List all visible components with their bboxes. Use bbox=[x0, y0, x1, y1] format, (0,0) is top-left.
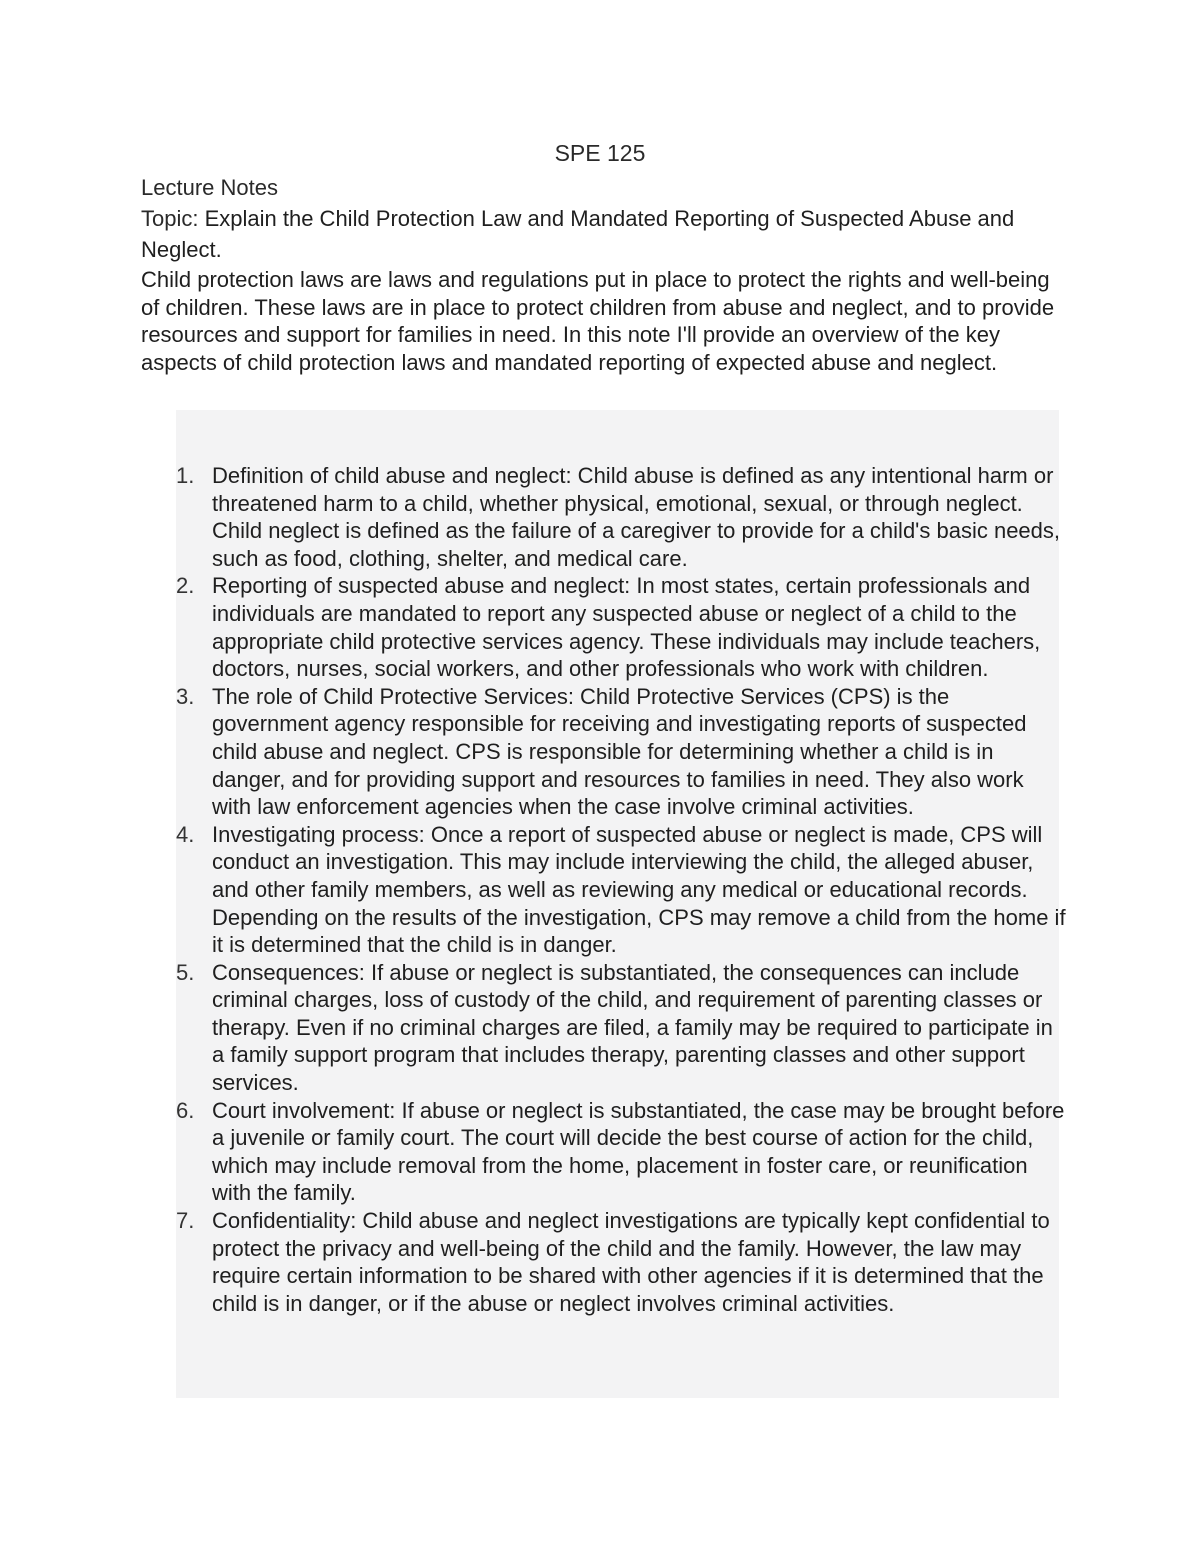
list-item-number: 2. bbox=[176, 573, 195, 599]
list-item-text: Investigating process: Once a report of suspected abuse or neglect is made, CPS will conduct an investigation. This may include interviewing the child, the alleged abuser, and other family members, as well as reviewing any medical or educational records. Depending on the results of the investigation, CPS may remove a child from the home if it is determined that the child is in danger. bbox=[212, 821, 1066, 958]
list-item-number: 4. bbox=[176, 821, 195, 847]
intro-paragraph: Child protection laws are laws and regulations put in place to protect the rights and well-being of children. These laws are in place to protect children from abuse and neglect, and to provide resources and support for families in need. In this note I'll provide an overview of the key aspects of child protection laws and mandated reporting of expected abuse and neglect. bbox=[141, 267, 1055, 375]
list-item-number: 7. bbox=[176, 1208, 195, 1234]
list-item-text: Consequences: If abuse or neglect is substantiated, the consequences can include criminal charges, loss of custody of the child, and requirement of parenting classes or therapy. Even if no criminal charges are filed, a family may be required to participate in a family support program that includes therapy, parenting classes and other support services. bbox=[212, 959, 1053, 1096]
topic-label: Topic: bbox=[141, 206, 205, 231]
topic-line bbox=[141, 203, 1061, 265]
list-item-text: Confidentiality: Child abuse and neglect investigations are typically kept confidential to protect the privacy and well-being of the child and the family. However, the law may require certain information to be shared with other agencies if it is determined that the child is in danger, or if the abuse or neglect involves criminal activities. bbox=[212, 1208, 1050, 1316]
list-item bbox=[176, 462, 1066, 572]
list-item-text: The role of Child Protective Services: Child Protective Services (CPS) is the government agency responsible for receiving and investigating reports of suspected child abuse and neglect. CPS is responsible for determining whether a child is in danger, and for providing support and resources to families in need. They also work with law enforcement agencies when the case involve criminal activities. bbox=[212, 683, 1027, 820]
list-item-text: Definition of child abuse and neglect: Child abuse is defined as any intentional harm or threatened harm to a child, whether physical, emotional, sexual, or through neglect. Child neglect is defined as the failure of a caregiver to provide for a child's basic needs, such as food, clothing, shelter, and medical care. bbox=[212, 463, 1061, 571]
list-item-number: 5. bbox=[176, 959, 195, 985]
list-item-text: Court involvement: If abuse or neglect is substantiated, the case may be brought before a juvenile or family court. The court will decide the best course of action for the child, which may include removal from the home, placement in foster care, or reunification with the family. bbox=[212, 1097, 1065, 1206]
key-aspects-list bbox=[176, 462, 1066, 1317]
list-item bbox=[176, 1097, 1066, 1207]
list-item-number: 6. bbox=[176, 1097, 195, 1123]
document-header: SPE 125 bbox=[554, 140, 646, 166]
list-item bbox=[176, 959, 1066, 1097]
list-item bbox=[176, 1207, 1066, 1317]
list-item-number: 1. bbox=[176, 463, 195, 488]
list-item-number: 3. bbox=[176, 683, 195, 709]
lecture-notes-label: Lecture Notes bbox=[141, 175, 278, 200]
topic-text: Explain the Child Protection Law and Mandated Reporting of Suspected Abuse and Neglect. bbox=[141, 206, 1015, 262]
list-item bbox=[176, 683, 1066, 821]
list-item bbox=[176, 572, 1066, 682]
list-item-text: Reporting of suspected abuse and neglect: In most states, certain professionals and individuals are mandated to report any suspected abuse or neglect of a child to the appropriate child protective services agency. These individuals may include teachers, doctors, nurses, social workers, and other professionals who work with children. bbox=[212, 573, 1041, 682]
list-item bbox=[176, 821, 1066, 959]
